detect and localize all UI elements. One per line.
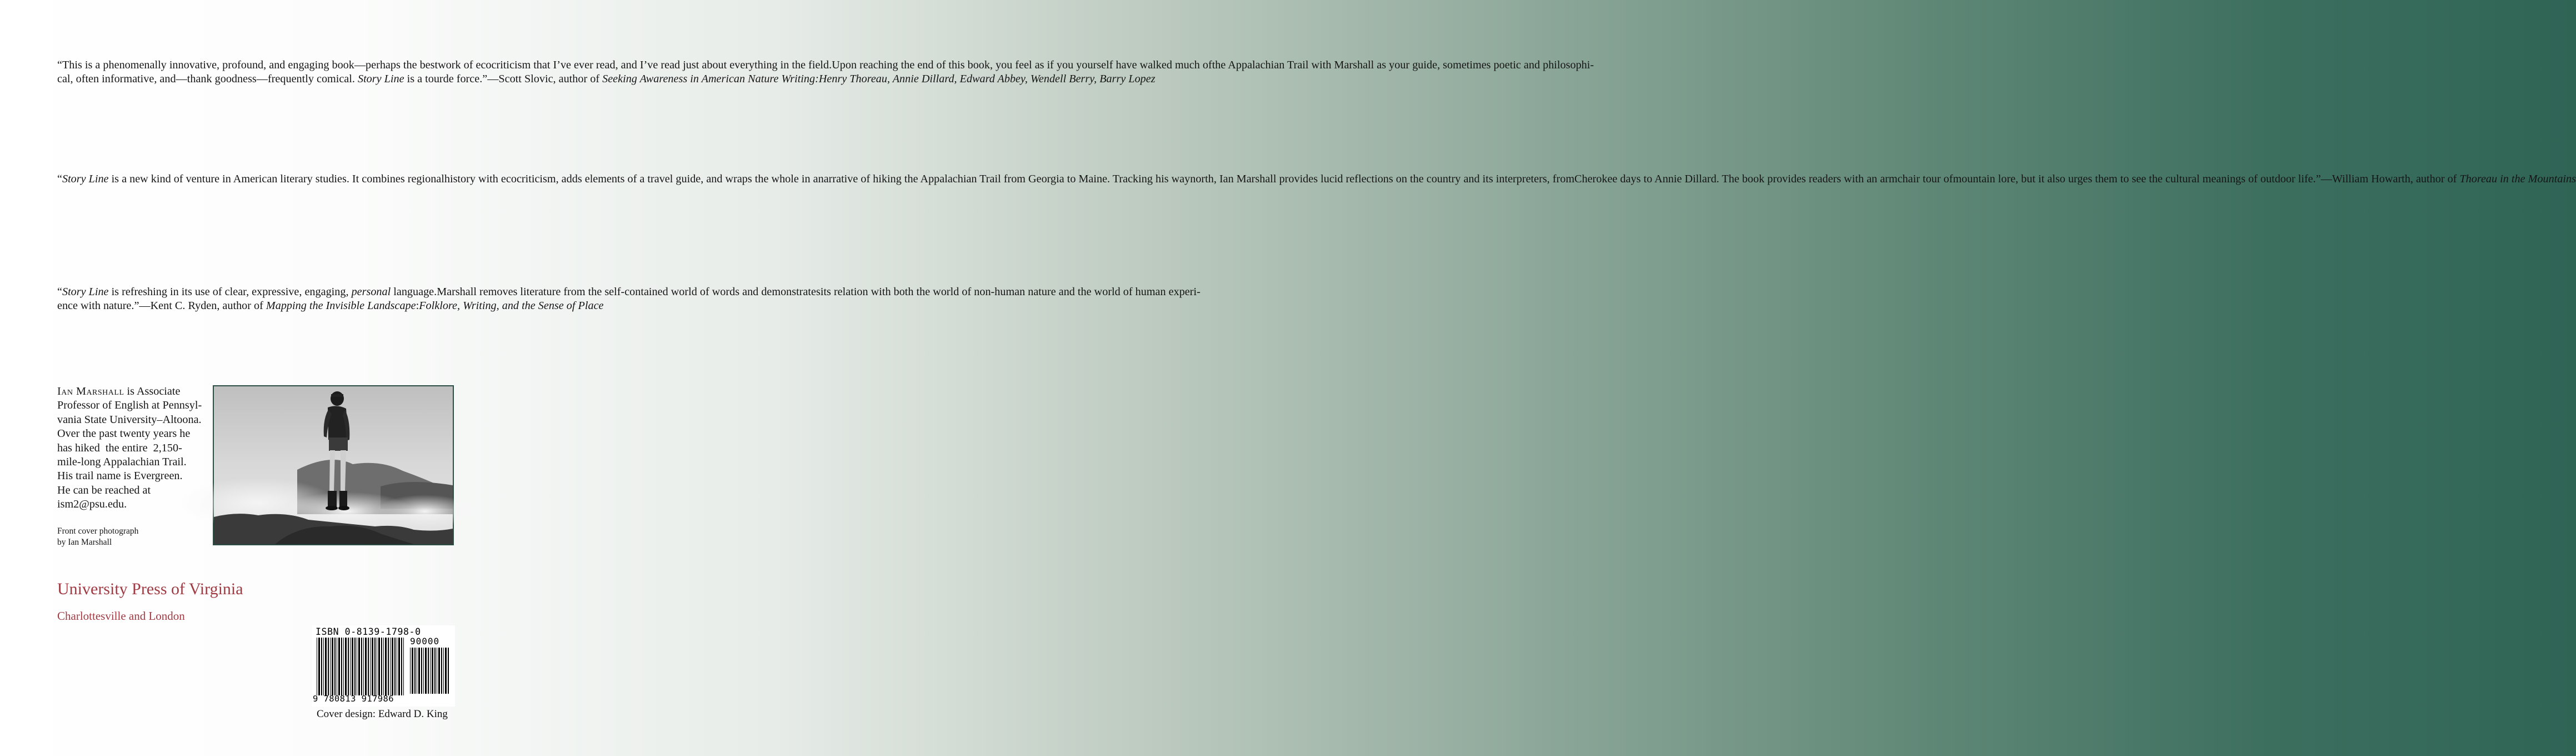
barcode-bar — [430, 648, 431, 694]
barcode-bar — [448, 648, 449, 694]
barcode-bar — [385, 638, 387, 695]
barcode-bar — [383, 638, 384, 695]
barcode-bar — [318, 638, 320, 695]
barcode-bar — [358, 638, 360, 695]
barcode-bar — [330, 638, 331, 695]
blurb-line: its relation with both the world of non-human nature and the world of human experi- — [820, 286, 1201, 298]
barcode-bar — [428, 648, 429, 694]
barcode-bar — [332, 638, 333, 695]
barcode-bar — [418, 648, 420, 694]
barcode-bar — [365, 638, 367, 695]
barcode-bar — [334, 638, 336, 695]
barcode-bar — [328, 638, 329, 695]
blurb-howarth — [57, 172, 2576, 186]
blurb-line: Cherokee days to Annie Dillard. The book provides readers with an armchair tour of — [1574, 173, 1953, 185]
barcode-bar — [370, 638, 371, 695]
barcode-bar — [348, 638, 349, 695]
ean-barcode-bars — [317, 638, 406, 695]
hiker-on-summit-image — [214, 386, 453, 544]
blurb-line: Henry Thoreau, Annie Dillard, Edward Abbey, Wendell Berry, Barry Lopez — [818, 73, 1156, 86]
barcode-bar — [438, 648, 440, 694]
isbn-barcode — [312, 625, 455, 707]
barcode-bar — [381, 638, 382, 695]
barcode-bar — [343, 638, 344, 695]
blurb-line: north, Ian Marshall provides lucid reflections on the country and its interpreters, from — [1190, 173, 1575, 185]
author-bio: Ian Marshall is Associate Professor of English at Pennsyl- vania State University–Altoona. Over the past twenty years he has hiked the entire 2,150- mile-long Appalachian Trail. His trail name is Evergreen. He can be reached at ism2@psu.edu. — [57, 385, 207, 512]
addon-barcode-bars — [410, 648, 451, 694]
blurb-line: history with ecocriticism, adds elements of a travel guide, and wraps the whole in a — [444, 173, 818, 185]
barcode-bar — [394, 638, 396, 695]
bio-line: He can be reached at — [57, 484, 151, 496]
blurb-line: —William Howarth, author of Thoreau in the Mountains — [2320, 173, 2576, 185]
barcode-bar — [390, 638, 391, 695]
barcode-bar — [378, 638, 380, 695]
barcode-bar — [388, 638, 389, 695]
bio-line: Professor of English at Pennsyl- — [57, 399, 202, 412]
barcode-bar — [361, 638, 362, 695]
blurb-line: Folklore, Writing, and the Sense of Place — [419, 300, 604, 312]
blurb-line: ence with nature.”—Kent C. Ryden, author of Mapping the Invisible Landscape: — [57, 300, 419, 312]
blurb-line: “Story Line is refreshing in its use of clear, expressive, engaging, personal language. — [57, 286, 437, 298]
blurb-line: “This is a phenomenally innovative, profound, and engaging book—perhaps the best — [57, 59, 438, 71]
bio-line: vania State University–Altoona. — [57, 413, 202, 426]
barcode-bar — [341, 638, 342, 695]
barcode-bar — [432, 648, 433, 694]
bio-line: His trail name is Evergreen. — [57, 470, 183, 483]
barcode-bar — [372, 638, 373, 695]
barcode-bar — [323, 638, 324, 695]
blurb-line: mountain lore, but it also urges them to see the cultural meanings of outdoor life.” — [1953, 173, 2321, 185]
blurb-line: work of ecocriticism that I’ve ever read, and I’ve read just about everything in the field. — [438, 59, 832, 71]
barcode-bar — [392, 638, 393, 695]
blurb-ryden — [57, 285, 1201, 314]
barcode-bar — [368, 638, 369, 695]
author-name: Ian Marshall — [57, 385, 124, 397]
barcode-bar — [412, 648, 413, 694]
barcode-bar — [423, 648, 424, 694]
blurb-line: the Appalachian Trail with Marshall as your guide, sometimes poetic and philosophi- — [1212, 59, 1594, 71]
barcode-bar — [398, 638, 400, 695]
blurb-line: cal, often informative, and—thank goodness—frequently comical. Story Line is a tour — [57, 73, 443, 86]
blurb-line: “Story Line is a new kind of venture in American literary studies. It combines regional — [57, 173, 444, 185]
cover-design-credit: Cover design: Edward D. King — [317, 708, 448, 720]
barcode-bar — [350, 638, 351, 695]
bio-line: has hiked the entire 2,150- — [57, 441, 182, 454]
barcode-bar — [338, 638, 340, 695]
bio-line: Over the past twenty years he — [57, 427, 191, 440]
barcode-bar — [374, 638, 376, 695]
barcode-bar — [403, 638, 404, 695]
blurb-slovic — [57, 58, 1594, 87]
barcode-bar — [363, 638, 364, 695]
publisher-name: University Press of Virginia — [57, 580, 243, 598]
barcode-bar — [325, 638, 327, 695]
barcode-bar — [421, 648, 422, 694]
ean-number: 9 780813 917986 — [313, 694, 394, 704]
barcode-bar — [441, 648, 442, 694]
blurb-line: Upon reaching the end of this book, you feel as if you yourself have walked much of — [832, 59, 1212, 71]
blurb-line: Marshall removes literature from the self-contained world of words and demonstrates — [437, 286, 821, 298]
author-email: ism2@psu.edu. — [57, 498, 127, 511]
blurb-line: narrative of hiking the Appalachian Trail from Georgia to Maine. Tracking his way — [818, 173, 1191, 185]
price-code: 90000 — [410, 636, 440, 646]
barcode-bar — [434, 648, 436, 694]
blurb-line: de force.”—Scott Slovic, author of Seeking Awareness in American Nature Writing: — [443, 73, 819, 86]
author-photo — [213, 385, 454, 545]
barcode-bar — [443, 648, 444, 694]
publisher-place: Charlottesville and London — [57, 609, 185, 623]
photo-credit: Front cover photograph by Ian Marshall — [57, 526, 139, 547]
barcode-bar — [352, 638, 353, 695]
barcode-bar — [414, 648, 416, 694]
barcode-bar — [401, 638, 402, 695]
barcode-bar — [410, 648, 411, 694]
barcode-bar — [354, 638, 356, 695]
bio-line: mile-long Appalachian Trail. — [57, 456, 187, 469]
barcode-bar — [321, 638, 322, 695]
isbn-text: ISBN 0-8139-1798-0 — [316, 626, 421, 637]
barcode-bar — [445, 648, 447, 694]
barcode-bar — [425, 648, 427, 694]
barcode-bar — [345, 638, 347, 695]
